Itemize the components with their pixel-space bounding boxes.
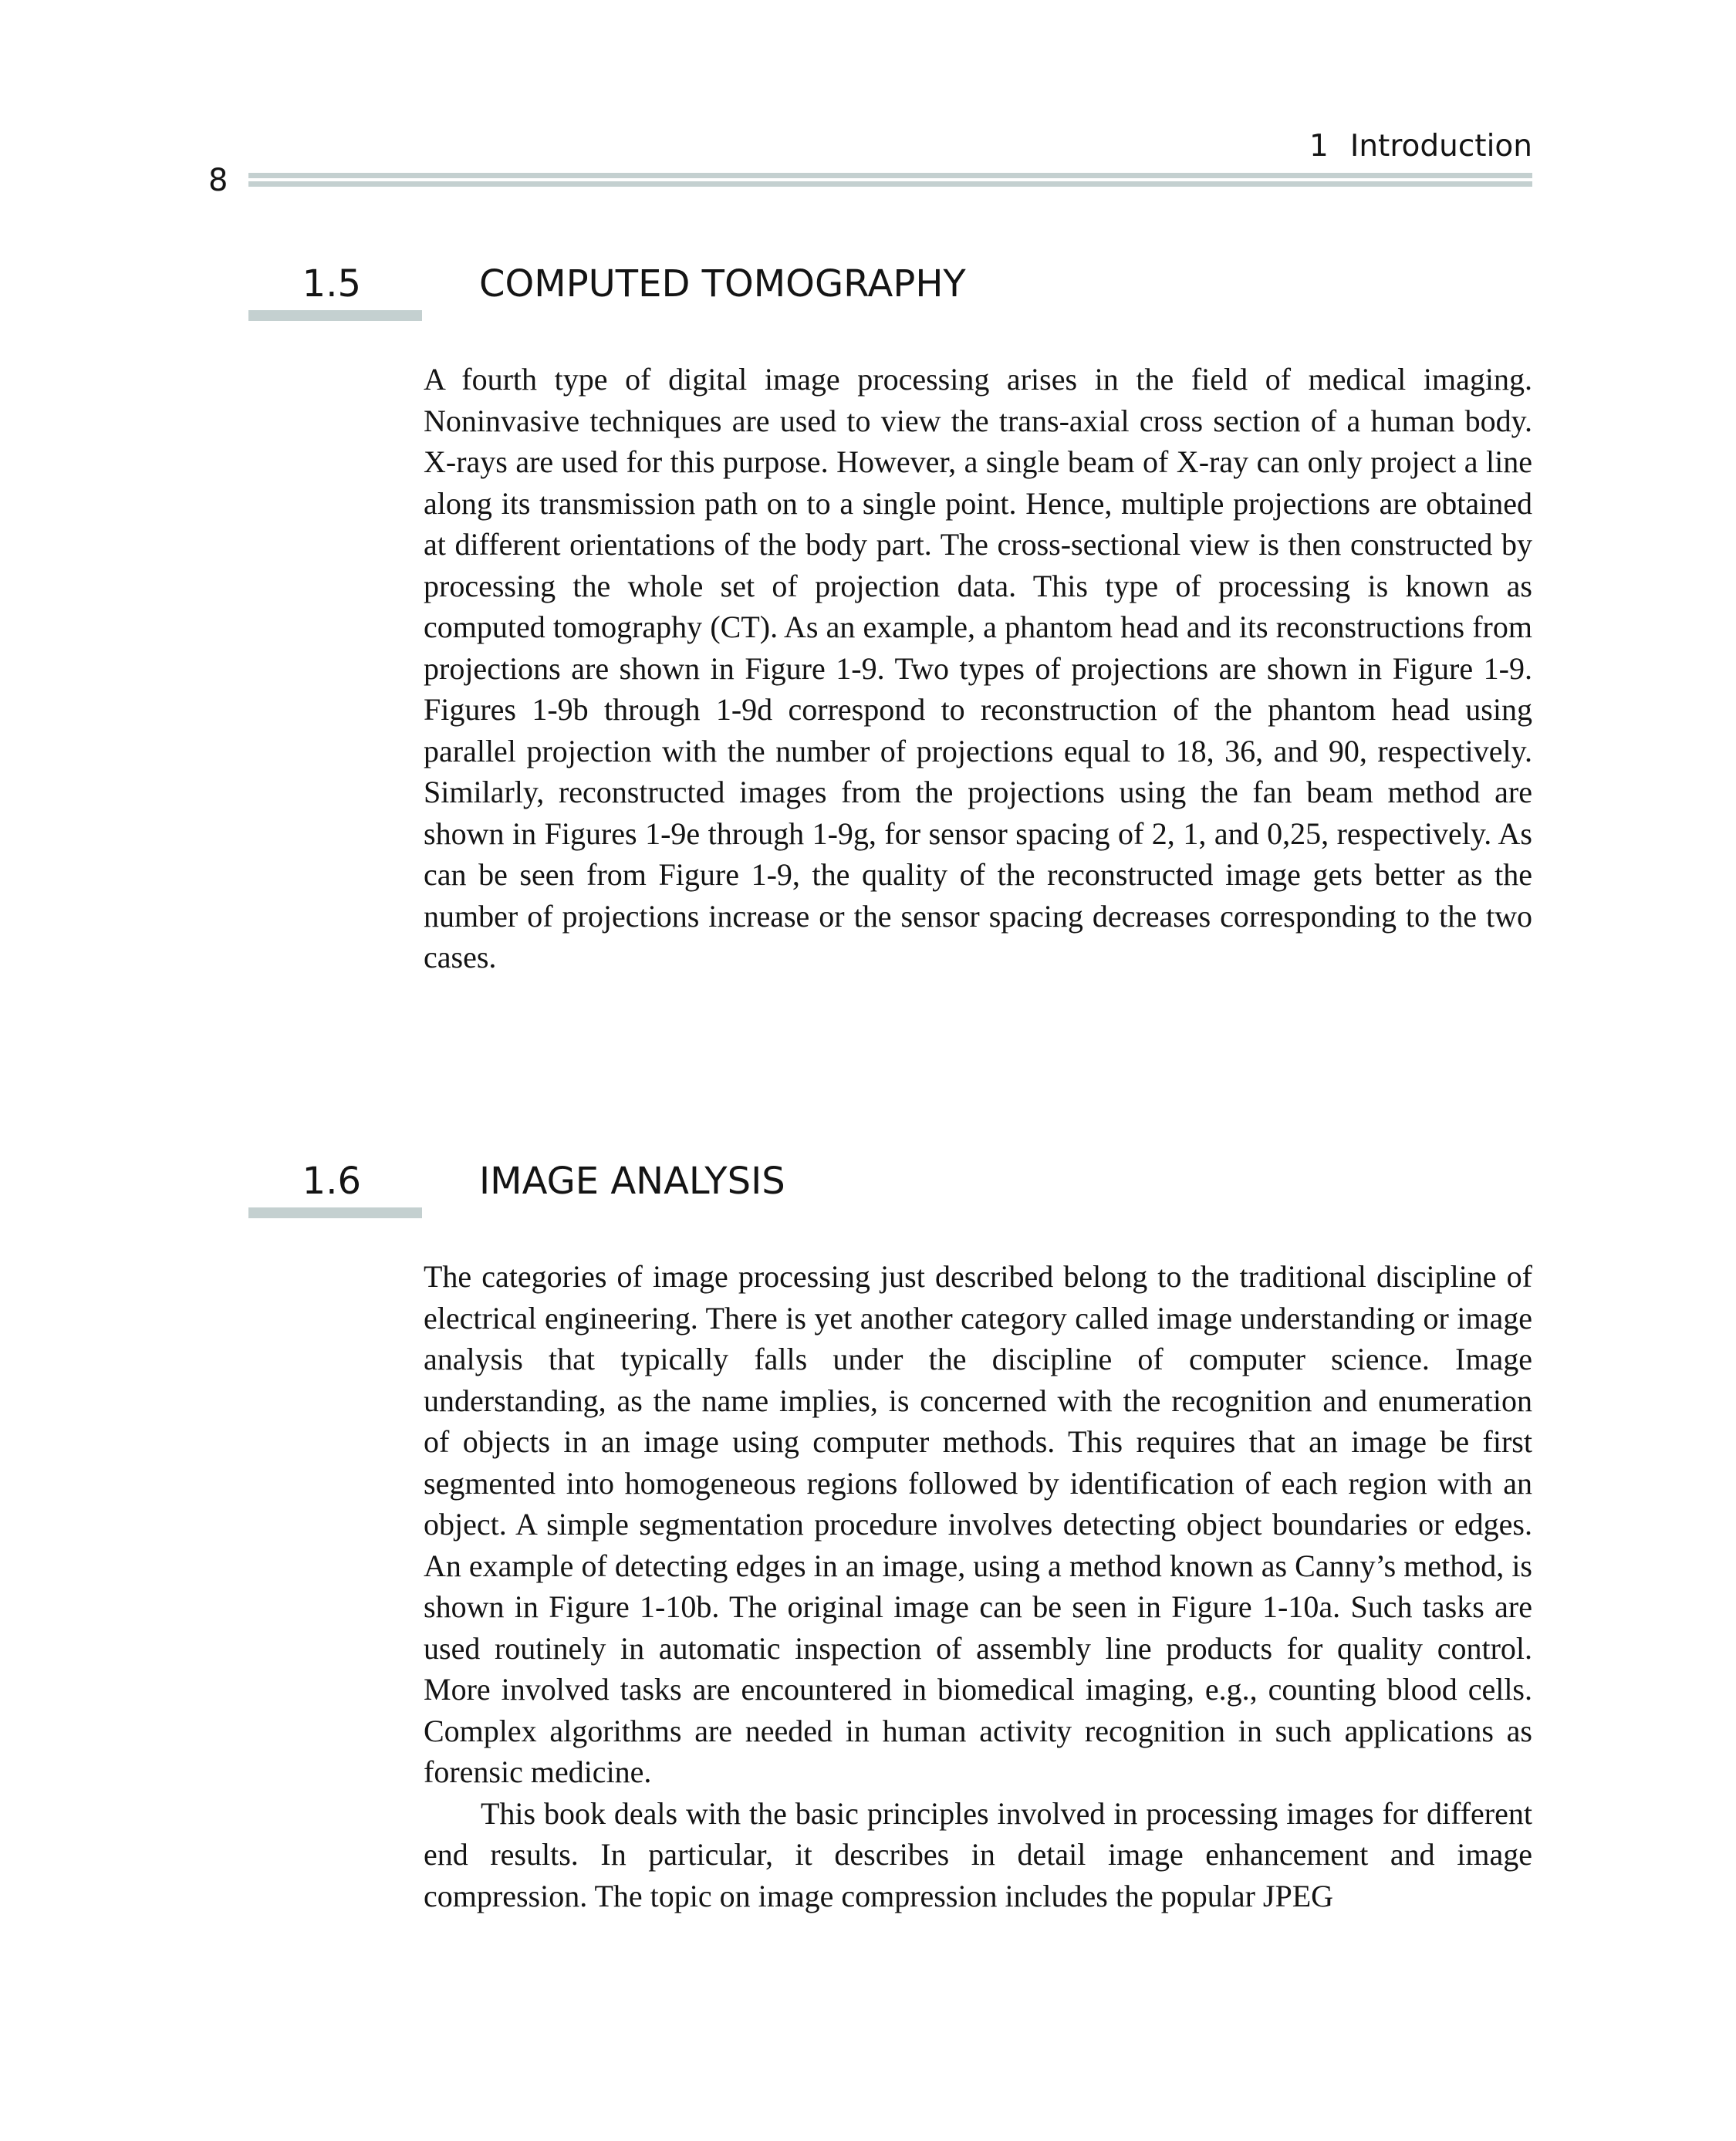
section-title-image-analysis: IMAGE ANALYSIS [479,1160,785,1203]
header-rule [248,173,1532,187]
section-number-1-5: 1.5 [302,262,361,306]
page-number: 8 [208,163,228,198]
section-rule-1-6 [248,1207,422,1218]
paragraph: A fourth type of digital image processing arises in the field of medical imaging. Noninvasive techniques are used to view the trans-axial cross section of a human body. X-rays are used for this purpose. However, a single beam of X-ray can only project a line along its transmission path on to a single point. Hence, multiple projections are obtained at different orientations of the body part. The cross-sectional view is then constructed by processing the whole set of projection data. This type of processing is known as computed tomography (CT). As an example, a phantom head and its reconstructions from projections are shown in Figure 1-9. Two types of projections are shown in Figure 1-9. Figures 1-9b through 1-9d correspond to reconstruction of the phantom head using parallel projection with the number of projections equal to 18, 36, and 90, respectively. Similarly, reconstructed images from the projections using the fan beam method are shown in Figures 1-9e through 1-9g, for sensor spacing of 2, 1, and 0,25, respectively. As can be seen from Figure 1-9, the quality of the reconstructed image gets better as the number of projections increase or the sensor spacing decreases corresponding to the two cases. [424,362,1532,974]
section-title-computed-tomography: COMPUTED TOMOGRAPHY [479,262,966,306]
running-head [1309,127,1532,167]
running-head-chapter-number: 1 [1309,129,1329,164]
paragraph: The categories of image processing just described belong to the traditional discipline of electrical engineering. There is yet another category called image understanding or image analysis that typically falls under the discipline of computer science. Image understanding, as the name implies, is concerned with the recognition and enumeration of objects in an image using computer methods. This requires that an image be first segmented into homogeneous regions followed by identification of each region with an object. A simple segmentation procedure involves detecting object boundaries or edges. An example of detecting edges in an image, using a method known as Canny’s method, is shown in Figure 1-10b. The original image can be seen in Figure 1-10a. Such tasks are used routinely in automatic inspection of assembly line products for quality control. More involved tasks are encountered in biomedical imaging, e.g., counting blood cells. Complex algorithms are needed in human activity recognition in such applications as forensic medicine. [424,1259,1532,1789]
paragraph: This book deals with the basic principles involved in processing images for different end results. In particular, it describes in detail image enhancement and image compression. The topic on image compression includes the popular JPEG [424,1795,1532,1913]
running-head-chapter-title: Introduction [1349,129,1532,164]
section-number-1-6: 1.6 [302,1160,361,1203]
section-rule-1-5 [248,310,422,321]
section-body-computed-tomography [424,359,1532,978]
section-body-image-analysis [424,1256,1532,1916]
